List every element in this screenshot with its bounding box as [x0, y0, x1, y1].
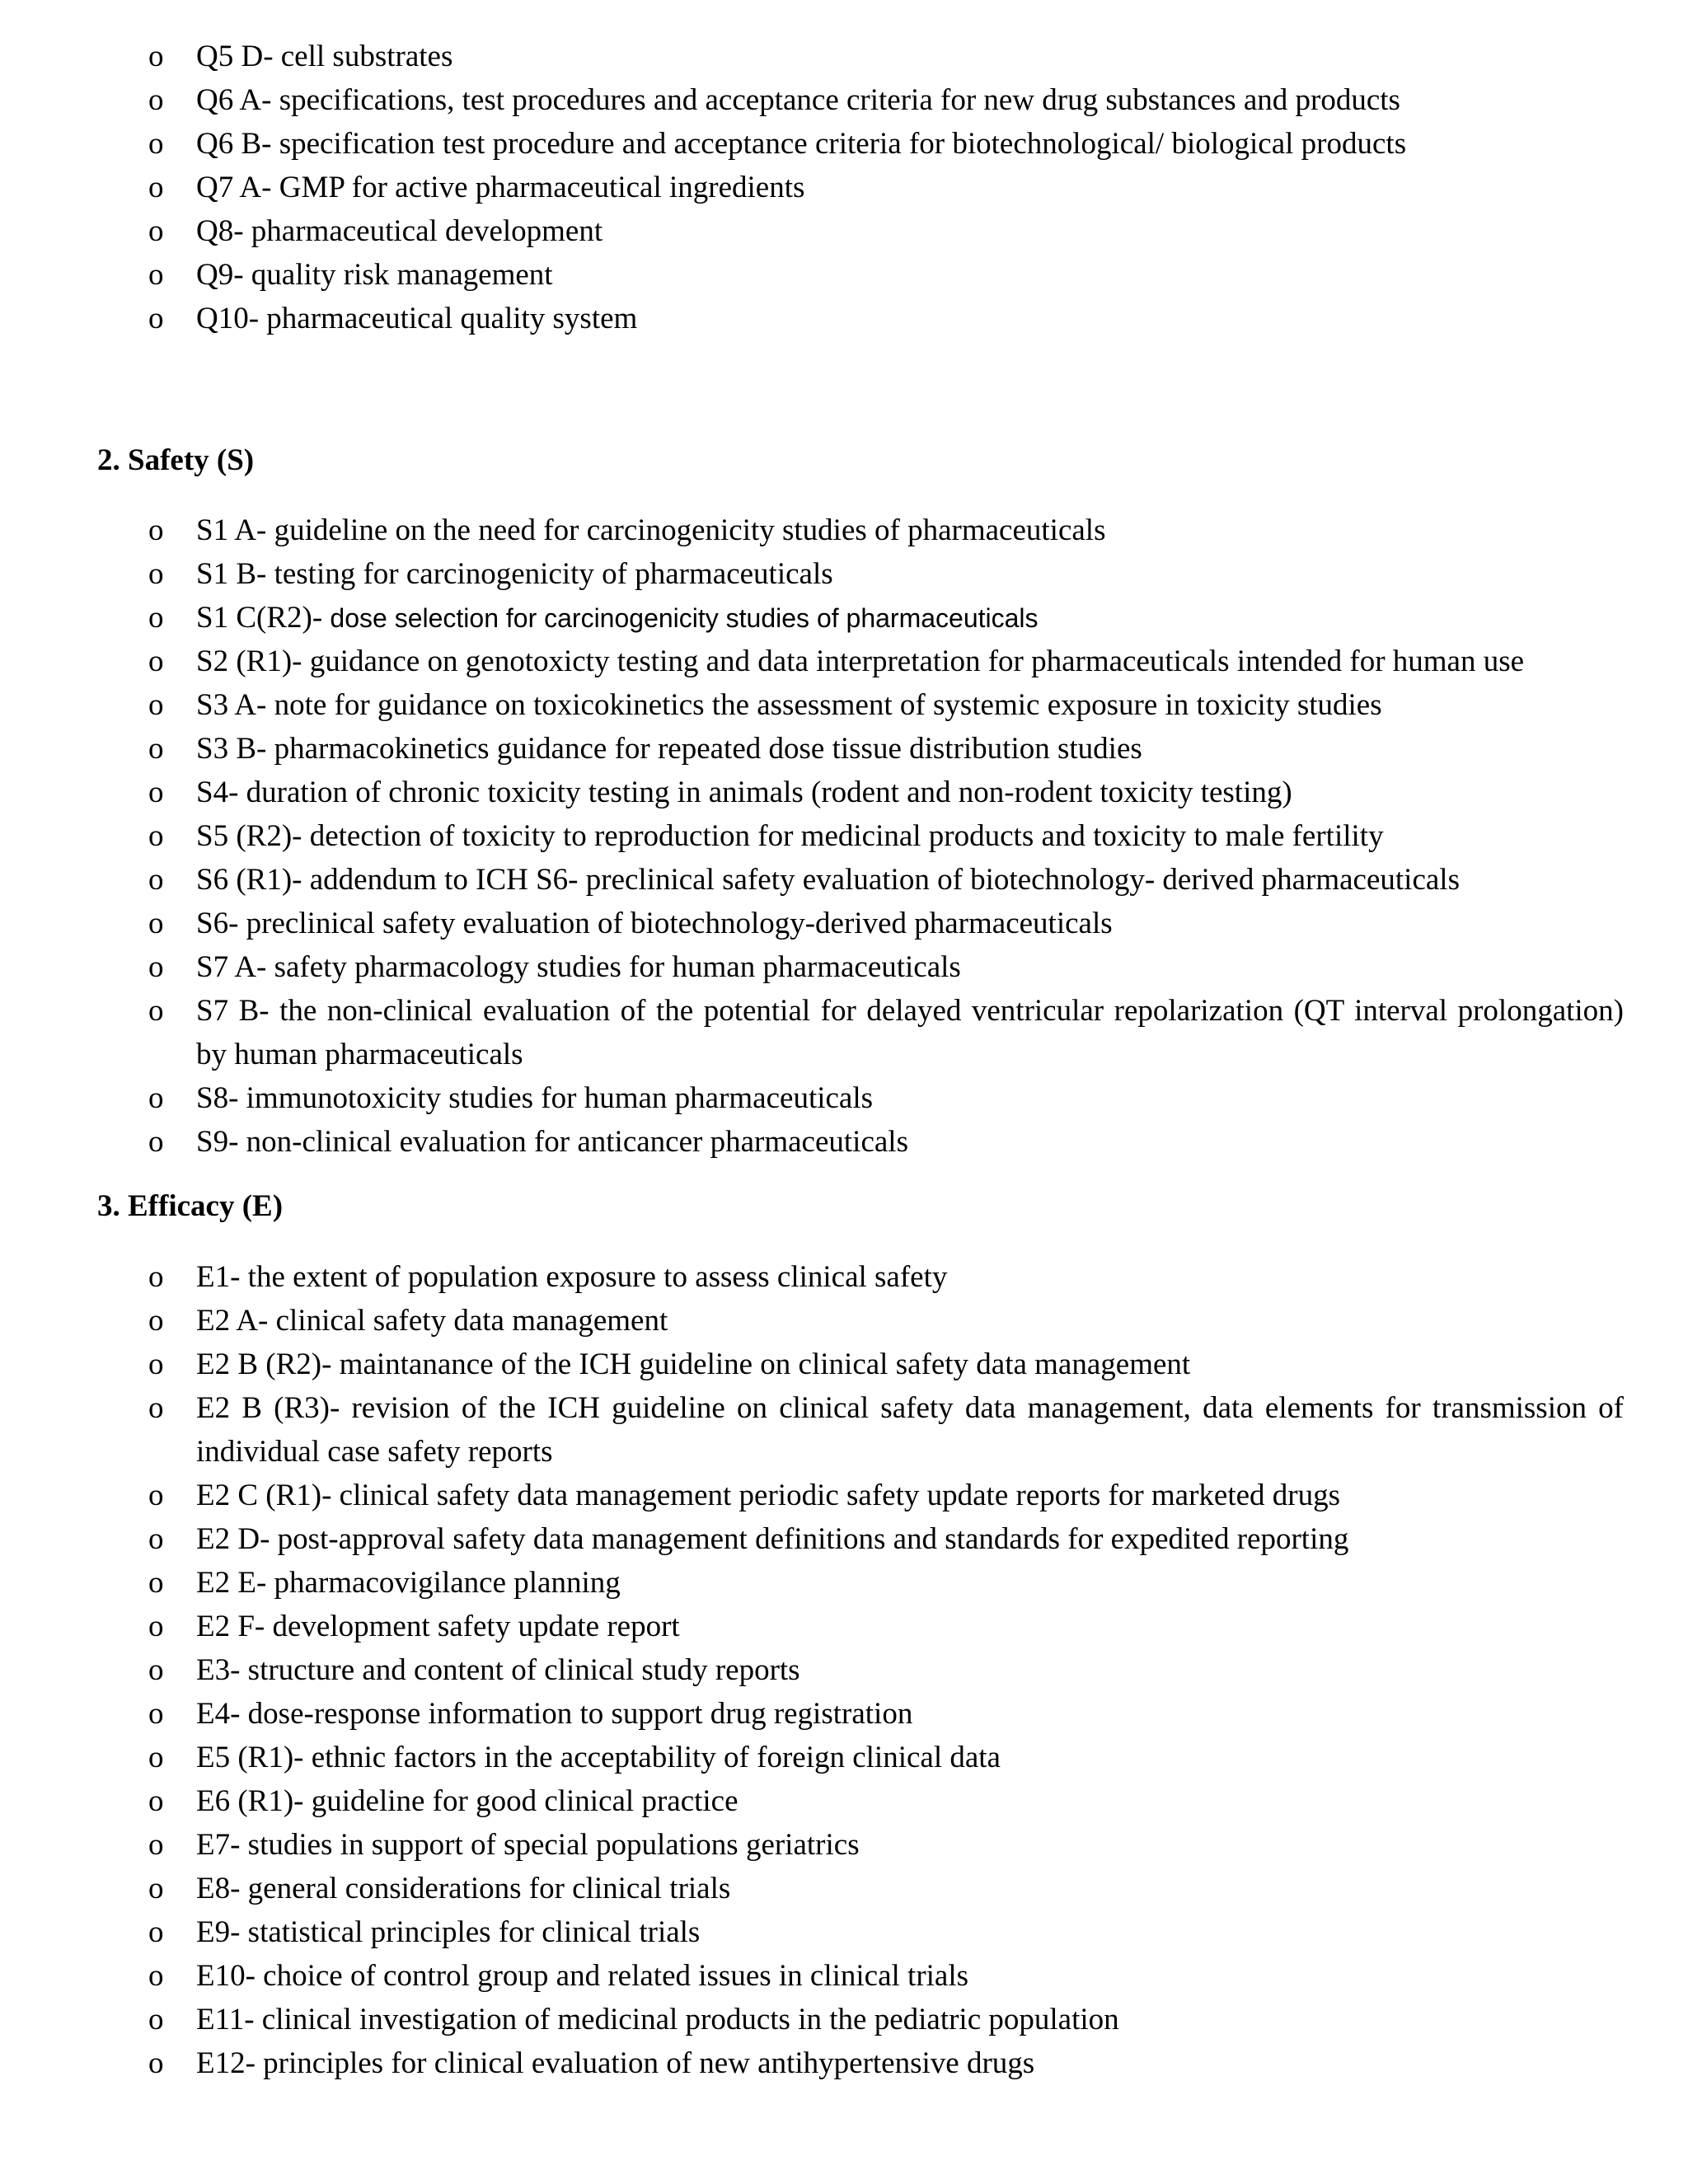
- list-item-text: Q10- pharmaceutical quality system: [196, 302, 638, 335]
- list-item-text: E5 (R1)- ethnic factors in the acceptability of foreign clinical data: [196, 1741, 1001, 1774]
- list-item-text: Q7 A- GMP for active pharmaceutical ingredients: [196, 171, 805, 204]
- bullet-icon: o: [148, 2046, 164, 2080]
- list-item-text: S3 B- pharmacokinetics guidance for repeated dose tissue distribution studies: [196, 732, 1142, 766]
- bullet-icon: o: [148, 1347, 164, 1381]
- list-item-text: S5 (R2)- detection of toxicity to reproduction for medicinal products and toxicity to male fertility: [196, 819, 1384, 853]
- bullet-icon: o: [148, 1959, 164, 1993]
- list-item-text: E11- clinical investigation of medicinal products in the pediatric population: [196, 2003, 1119, 2036]
- list-item-text: S6 (R1)- addendum to ICH S6- preclinical safety evaluation of biotechnology- derived pharmaceuticals: [196, 863, 1460, 897]
- section-heading-safety: 2. Safety (S): [97, 443, 255, 477]
- bullet-icon: o: [148, 1522, 164, 1556]
- bullet-icon: o: [148, 776, 164, 809]
- list-item-text: E9- statistical principles for clinical trials: [196, 1915, 701, 1949]
- bullet-icon: o: [148, 83, 164, 117]
- list-item-text: E1- the extent of population exposure to assess clinical safety: [196, 1260, 948, 1294]
- list-item-text: E6 (R1)- guideline for good clinical practice: [196, 1784, 738, 1818]
- bullet-icon: o: [148, 127, 164, 161]
- list-item-text: E2 B (R3)- revision of the ICH guideline on clinical safety data management, data elements for transmission of individual case safety reports: [196, 1391, 1624, 1469]
- list-item-text: S8- immunotoxicity studies for human pharmaceuticals: [196, 1081, 874, 1115]
- list-item-text: E4- dose-response information to support drug registration: [196, 1697, 913, 1731]
- list-item-text: E2 C (R1)- clinical safety data management periodic safety update reports for marketed drugs: [196, 1479, 1341, 1512]
- list-item-text: S1 B- testing for carcinogenicity of pharmaceuticals: [196, 557, 833, 591]
- bullet-icon: o: [148, 1479, 164, 1512]
- list-item-text: S7 B- the non-clinical evaluation of the potential for delayed ventricular repolarization (QT interval prolongation) by human pharmaceuticals: [196, 994, 1624, 1071]
- bullet-icon: o: [148, 302, 164, 335]
- bullet-icon: o: [148, 732, 164, 766]
- bullet-icon: o: [148, 1653, 164, 1687]
- bullet-icon: o: [148, 40, 164, 73]
- list-item-text: [196, 596, 1624, 640]
- bullet-icon: o: [148, 1872, 164, 1905]
- list-item-text: E2 B (R2)- maintanance of the ICH guideline on clinical safety data management: [196, 1347, 1191, 1381]
- bullet-icon: o: [148, 907, 164, 940]
- bullet-icon: o: [148, 1125, 164, 1159]
- list-item-text: E12- principles for clinical evaluation of new antihypertensive drugs: [196, 2046, 1035, 2080]
- bullet-icon: o: [148, 994, 164, 1028]
- list-item-text: Q6 A- specifications, test procedures and acceptance criteria for new drug substances and products: [196, 83, 1400, 117]
- list-item-code: S1 C(R2)-: [196, 601, 331, 635]
- section-heading-efficacy: 3. Efficacy (E): [97, 1189, 284, 1223]
- bullet-icon: o: [148, 214, 164, 248]
- list-item-text: S7 A- safety pharmacology studies for human pharmaceuticals: [196, 950, 961, 984]
- bullet-icon: o: [148, 2003, 164, 2036]
- list-item-text: E2 D- post-approval safety data management definitions and standards for expedited reporting: [196, 1522, 1349, 1556]
- bullet-icon: o: [148, 513, 164, 547]
- bullet-icon: o: [148, 557, 164, 591]
- bullet-icon: o: [148, 644, 164, 678]
- bullet-icon: o: [148, 950, 164, 984]
- bullet-icon: o: [148, 1391, 164, 1425]
- list-item-text: E8- general considerations for clinical trials: [196, 1872, 731, 1905]
- bullet-icon: o: [148, 1697, 164, 1731]
- bullet-icon: o: [148, 688, 164, 722]
- list-item-text: E10- choice of control group and related issues in clinical trials: [196, 1959, 969, 1993]
- list-item-text: E3- structure and content of clinical study reports: [196, 1653, 800, 1687]
- list-item-text: S6- preclinical safety evaluation of biotechnology-derived pharmaceuticals: [196, 907, 1113, 940]
- bullet-icon: o: [148, 863, 164, 897]
- list-item-text: S9- non-clinical evaluation for anticancer pharmaceuticals: [196, 1125, 908, 1159]
- bullet-icon: o: [148, 1741, 164, 1774]
- list-item-text: E2 A- clinical safety data management: [196, 1304, 668, 1338]
- list-item-text: S4- duration of chronic toxicity testing in animals (rodent and non-rodent toxicity testing): [196, 776, 1292, 809]
- bullet-icon: o: [148, 1915, 164, 1949]
- list-item-text: Q5 D- cell substrates: [196, 40, 453, 73]
- bullet-icon: o: [148, 1260, 164, 1294]
- list-item-description: dose selection for carcinogenicity studies of pharmaceuticals: [330, 603, 1039, 633]
- list-item-text: E2 F- development safety update report: [196, 1610, 680, 1643]
- list-item-text: Q9- quality risk management: [196, 258, 553, 292]
- bullet-icon: o: [148, 171, 164, 204]
- bullet-icon: o: [148, 1784, 164, 1818]
- bullet-icon: o: [148, 1081, 164, 1115]
- list-item-text: S3 A- note for guidance on toxicokinetics the assessment of systemic exposure in toxicity studies: [196, 688, 1382, 722]
- bullet-icon: o: [148, 819, 164, 853]
- bullet-icon: o: [148, 1828, 164, 1862]
- list-item-text: Q8- pharmaceutical development: [196, 214, 603, 248]
- bullet-icon: o: [148, 601, 164, 635]
- bullet-icon: o: [148, 258, 164, 292]
- list-item-text: Q6 B- specification test procedure and acceptance criteria for biotechnological/ biological products: [196, 127, 1407, 161]
- list-item-text: S2 (R1)- guidance on genotoxicty testing and data interpretation for pharmaceuticals intended for human use: [196, 644, 1525, 678]
- list-item-text: E2 E- pharmacovigilance planning: [196, 1566, 621, 1600]
- bullet-icon: o: [148, 1610, 164, 1643]
- list-item-text: E7- studies in support of special populations geriatrics: [196, 1828, 860, 1862]
- bullet-icon: o: [148, 1304, 164, 1338]
- bullet-icon: o: [148, 1566, 164, 1600]
- list-item-text: S1 A- guideline on the need for carcinogenicity studies of pharmaceuticals: [196, 513, 1106, 547]
